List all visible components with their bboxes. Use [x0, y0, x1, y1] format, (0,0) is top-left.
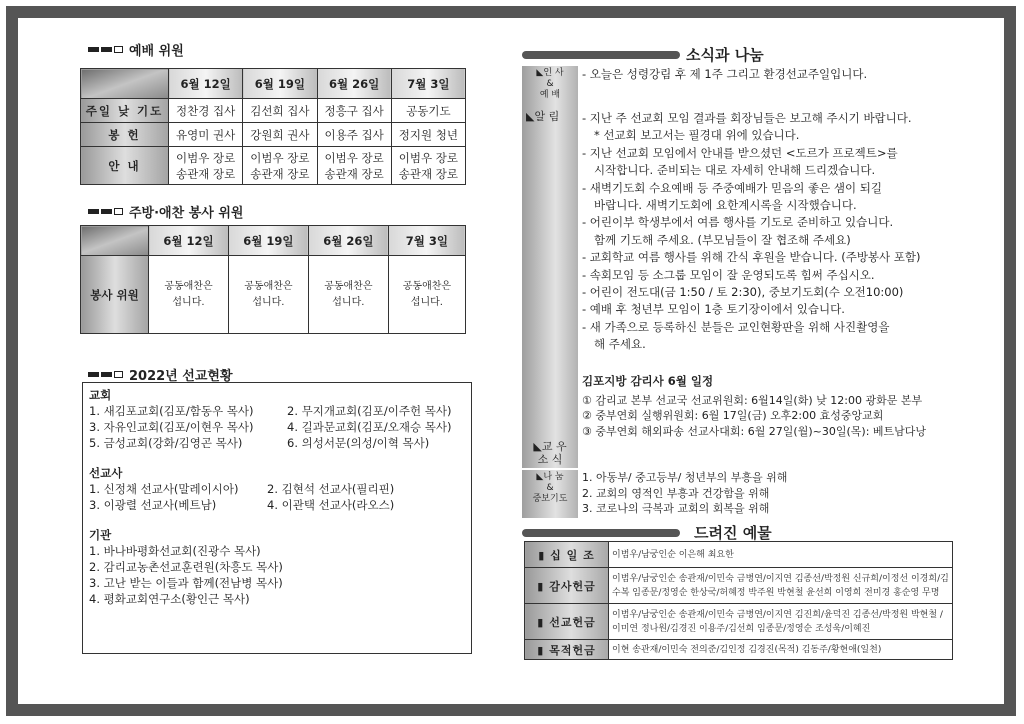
- table-cell: 공동애찬은 섭니다.: [308, 256, 388, 334]
- offering-names: 이범우/남궁인순 송관재/이민숙 금병연/이지연 김진희/윤덕진 김종선/박정원 박현철 /이미연 정나원/김경진 이용주/김선희 임종문/정영순 조성욱/이혜진: [609, 604, 953, 640]
- row-label-usher: 안 내: [81, 147, 169, 185]
- table-cell: 이범우 장로 송관재 장로: [391, 147, 465, 185]
- list-item: 3. 이광렬 선교사(베트남) 4. 이관택 선교사(라오스): [89, 498, 395, 512]
- news-header: 소식과 나눔: [522, 44, 764, 65]
- notice-line: 함께 기도해 주세요. (부모님들이 잘 협조해 주세요): [594, 232, 851, 247]
- list-item: ① 감리교 본부 선교국 선교위원회: 6월14일(화) 낮 12:00 광화문 본부: [582, 393, 923, 407]
- offerings-header: 드려진 예물: [522, 522, 772, 543]
- table-cell: 김선희 집사: [243, 99, 317, 123]
- offering-label: ▮ 감사헌금: [525, 568, 609, 604]
- bullet-bars-icon: [88, 46, 123, 53]
- offering-label: ▮ 십 일 조: [525, 542, 609, 568]
- offering-names: 이범우/남궁인순 송관재/이민숙 금병연/이지연 김종선/박정원 신규희/이정선 이경희/김수복 임종문/정영순 한상국/허혜정 박주원 박현철 윤선희 이영희 전미경 홍순영 무명: [609, 568, 953, 604]
- list-item: 1. 새김포교회(김포/함동우 목사) 2. 무지개교회(김포/이주헌 목사): [89, 404, 452, 418]
- gimpo-schedule: 김포지방 감리사 6월 일정 ① 감리교 본부 선교국 선교위원회: 6월14일(화) 낮 12:00 광화문 본부 ② 중부연회 실행위원회: 6월 17일(금) 오후2:00 효성중앙교회 ③ 중부연회 해외파송 선교사대회: 6월 27일(월)~30일(목): 베트남다낭: [582, 374, 927, 438]
- orgs-heading: 기관: [89, 528, 112, 542]
- list-item: 4. 평화교회연구소(황인근 목사): [89, 592, 250, 606]
- offerings-table: [524, 541, 953, 660]
- date-header: 6월 26일: [308, 226, 388, 256]
- table-cell: 이범우 장로 송관재 장로: [169, 147, 243, 185]
- table-cell: 이범우 장로 송관재 장로: [243, 147, 317, 185]
- table-cell: 공동애찬은 섭니다.: [228, 256, 308, 334]
- notice-line: - 새 가족으로 등록하신 분들은 교인현황판을 위해 사진촬영을: [582, 319, 890, 334]
- notice-line: - 지난 선교회 모임에서 안내를 받으셨던 <도르가 프로젝트>를: [582, 145, 898, 160]
- notice-line: * 선교회 보고서는 필경대 위에 있습니다.: [594, 128, 800, 143]
- table-cell: 이용주 집사: [317, 123, 391, 147]
- header-bar: [522, 51, 680, 59]
- list-item: 2. 교회의 영적인 부흥과 건강함을 위해: [582, 486, 770, 500]
- offering-names: 이범우/남궁인순 이은해 최요한: [609, 542, 953, 568]
- list-item: 3. 자유인교회(김포/이현우 목사) 4. 길과문교회(김포/오재승 목사): [89, 420, 452, 434]
- date-header: 6월 26일: [317, 69, 391, 99]
- notice-list: [582, 110, 921, 354]
- row-label-offering: 봉 헌: [81, 123, 169, 147]
- list-item: 2. 감리교농촌선교훈련원(차흥도 목사): [89, 560, 283, 574]
- greeting-label: ◣인 사 & 예 배: [522, 66, 578, 110]
- notice-line: - 어린이 전도대(금 1:50 / 토 2:30), 중보기도회(수 오전10:00): [582, 285, 904, 300]
- header-bar: [522, 529, 680, 537]
- list-item: 3. 고난 받는 이들과 함께(전남병 목사): [89, 576, 283, 590]
- mission-box: [82, 382, 472, 654]
- date-header: 7월 3일: [391, 69, 465, 99]
- date-header: 6월 12일: [149, 226, 229, 256]
- notice-line: - 새벽기도회 수요예배 등 주중예배가 믿음의 좋은 샘이 되길: [582, 180, 883, 195]
- notice-line: - 예배 후 청년부 모임이 1층 토기장이에서 있습니다.: [582, 302, 845, 317]
- notice-line: - 속회모임 등 소그룹 모임이 잘 운영되도록 힘써 주십시오.: [582, 267, 875, 282]
- churches-heading: 교회: [89, 388, 112, 402]
- list-item: 1. 아동부/ 중고등부/ 청년부의 부흥을 위해: [582, 471, 788, 484]
- table-cell: 유영미 권사: [169, 123, 243, 147]
- prayer-label: ◣나 눔 & 중보기도: [522, 470, 578, 518]
- offering-label: ▮ 선교헌금: [525, 604, 609, 640]
- table-cell: 정흥구 집사: [317, 99, 391, 123]
- notice-label: ◣알 림: [522, 108, 578, 438]
- table-cell: 공동기도: [391, 99, 465, 123]
- bullet-bars-icon: [88, 208, 123, 215]
- list-item: 1. 신정채 선교사(말레이시아) 2. 김현석 선교사(필리핀): [89, 482, 395, 496]
- greeting-text: - 오늘은 성령강림 후 제 1주 그리고 환경선교주일입니다.: [582, 67, 868, 81]
- notice-line: 바랍니다. 새벽기도회에 요한계시록을 시작했습니다.: [594, 198, 857, 213]
- list-item: ② 중부연회 실행위원회: 6월 17일(금) 오후2:00 효성중앙교회: [582, 409, 884, 422]
- list-item: 5. 금성교회(강화/김영곤 목사) 6. 의성서문(의성/이혁 목사): [89, 436, 430, 450]
- row-label-prayer: 주일 낮 기도: [81, 99, 169, 123]
- table-cell: 이범우 장로 송관재 장로: [317, 147, 391, 185]
- worship-table: [80, 68, 466, 185]
- kitchen-table: [80, 225, 466, 334]
- date-header: 6월 19일: [243, 69, 317, 99]
- list-item: 3. 코로나의 극복과 교회의 회복을 위해: [582, 502, 770, 515]
- prayer-list: [582, 470, 787, 517]
- notice-line: 시작합니다. 준비되는 대로 자세히 안내해 드리겠습니다.: [594, 163, 876, 178]
- row-label-service: 봉사 위원: [81, 256, 149, 334]
- notice-line: - 지난 주 선교회 모임 결과를 회장님들은 보고해 주시기 바랍니다.: [582, 111, 912, 125]
- missionaries-heading: 선교사: [89, 466, 123, 480]
- worship-section-title: 예배 위원: [88, 40, 184, 59]
- mission-section-title: 2022년 선교현황: [88, 365, 233, 384]
- table-cell: 공동애찬은 섭니다.: [149, 256, 229, 334]
- offering-label: ▮ 목적헌금: [525, 640, 609, 660]
- table-cell: 강원희 권사: [243, 123, 317, 147]
- list-item: 1. 바나바평화선교회(진광수 목사): [89, 544, 261, 558]
- date-header: 6월 12일: [169, 69, 243, 99]
- table-cell: 공동애찬은 섭니다.: [388, 256, 465, 334]
- notice-line: - 어린이부 학생부에서 여름 행사를 기도로 준비하고 있습니다.: [582, 215, 894, 230]
- table-corner: [81, 69, 169, 99]
- notice-line: 해 주세요.: [594, 337, 646, 352]
- offering-names: 이현 송관재/이민숙 전의준/김인정 김경진(목적) 김동주/황현애(일천): [609, 640, 953, 660]
- date-header: 6월 19일: [228, 226, 308, 256]
- table-cell: 정지원 청년: [391, 123, 465, 147]
- table-cell: 정찬경 집사: [169, 99, 243, 123]
- list-item: ③ 중부연회 해외파송 선교사대회: 6월 27일(월)~30일(목): 베트남다낭: [582, 424, 927, 438]
- date-header: 7월 3일: [388, 226, 465, 256]
- bullet-bars-icon: [88, 371, 123, 378]
- visit-label: ◣교 우 소 식: [522, 438, 578, 468]
- notice-line: - 교회학교 여름 행사를 위해 간식 후원을 받습니다. (주방봉사 포함): [582, 250, 921, 265]
- kitchen-section-title: 주방·애찬 봉사 위원: [88, 202, 243, 221]
- table-corner: [81, 226, 149, 256]
